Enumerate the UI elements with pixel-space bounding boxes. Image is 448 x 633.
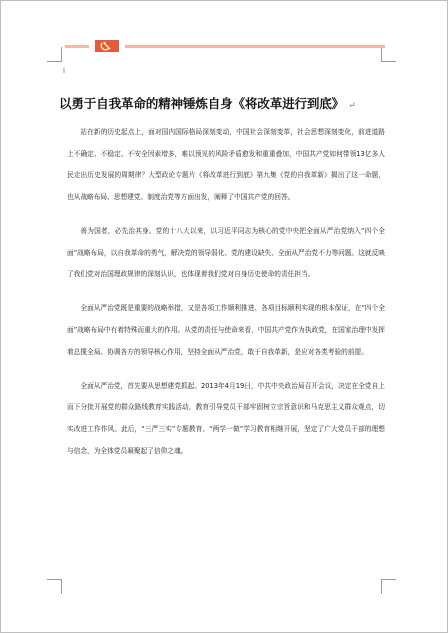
hammer-sickle-icon [95, 40, 119, 52]
crop-mark-bottom-left [47, 579, 62, 594]
header-band-line-right [125, 45, 385, 48]
paragraph-mark: ⅼ [63, 67, 65, 75]
body-paragraph-3: 全面从严治党既是重要的战略举措，又是各项工作顺利推进、各项目标顺利实现的根本保证，在“四个全面”战略布局中有着特殊而重大的作用。从党的责任与使命来看，中国共产党作为执政党，在国家治理中发挥着总揽全局、协调各方的领导核心作用，坚持全面从严治党，敢于自我革新，是应对各类考验的前提。 [67, 304, 385, 356]
body-paragraph-1: 站在新的历史起点上，面对国内国际格局深刻变动，中国社会深刻变革，社会思想深刻变化，前进道路上不确定、不稳定、不安全因素增多，难以预见的风险矛盾愈发和重重叠加，中国共产党如何带领13亿多人民走出历史发展的周期律？大型政论专题片《将改革进行到底》第九集《党的自我革新》揭出了这一命题，也从战略布局、思想建党、制度治党等方面出发，阐释了中国共产党的回答。 [67, 128, 385, 201]
paragraph-end-mark: ↵ [348, 101, 356, 111]
header-band-line-left [65, 45, 89, 48]
body-paragraph-2: 善为国者，必先治其身。党的十八大以来，以习近平同志为核心的党中央把全面从严治党纳入“四个全面”战略布局，以自我革命的勇气，解决党的领导弱化、党的建设缺失、全面从严治党不力等问题。这就反映了我们党对治国理政规律的深刻认识，也体现着我们党对自身历史使命的责任担当。 [67, 226, 385, 279]
document-title-text: 以勇于自我革命的精神锤炼自身《将改革进行到底》 [59, 96, 345, 111]
header-band [65, 40, 385, 52]
document-body [67, 122, 385, 462]
document-title [59, 93, 399, 112]
crop-mark-top-left [47, 47, 62, 62]
body-paragraph-4: 全面从严治党，首先要从思想建党抓起。2013年4月19日，中共中央政治局召开会议，决定在全党自上而下分批开展党的群众路线教育实践活动，教育引导党员干部牢固树立宗旨意识和马克思主义群众观点，切实改进工作作风。此后，“三严三实”专题教育、“两学一做”学习教育相继开展，坚定了广大党员干部的理想与信念，为全体党员凝聚起了信仰之魂。 [67, 381, 385, 455]
crop-mark-bottom-right [381, 579, 396, 594]
